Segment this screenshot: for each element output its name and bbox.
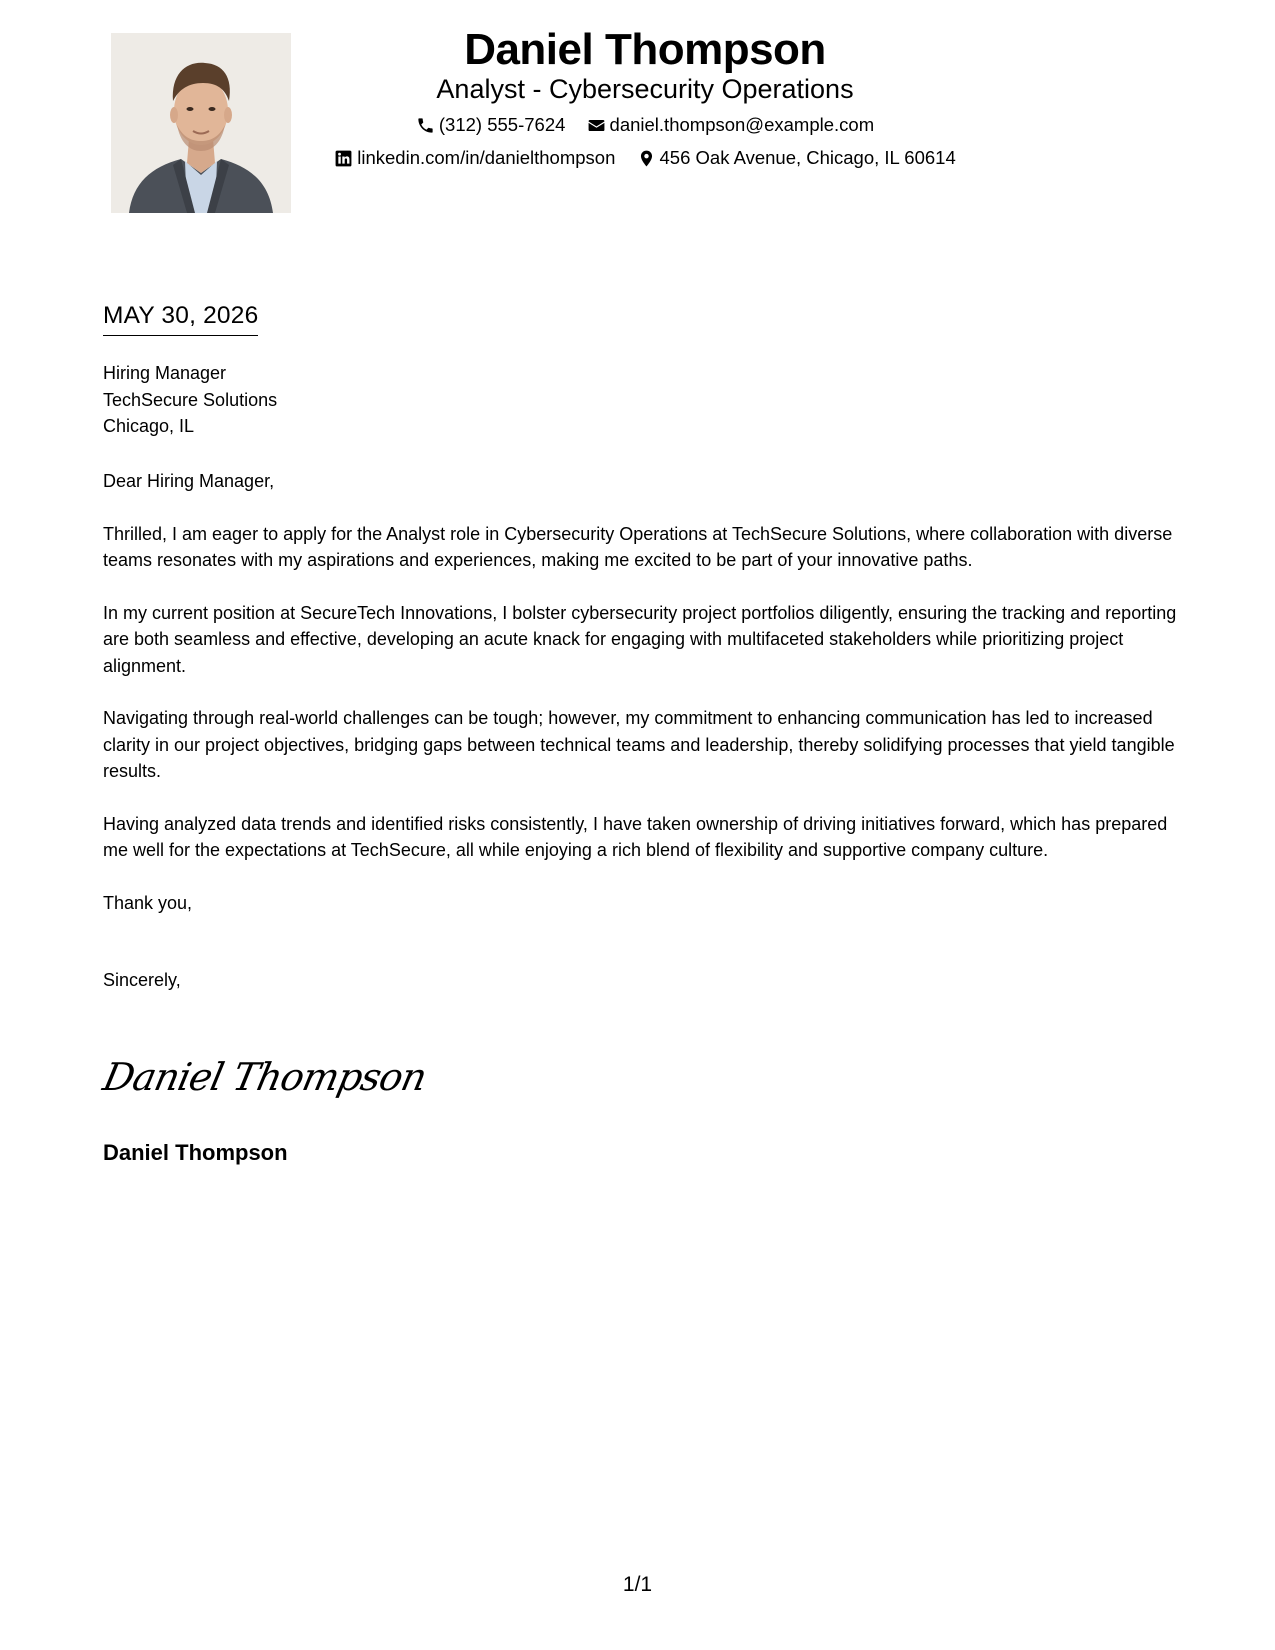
phone-number: (312) 555-7624 [438,114,566,135]
contact-row-2 [0,145,1275,175]
handwritten-signature: Daniel Thompson [99,1055,431,1099]
thanks-line: Thank you, [103,892,193,913]
closing-line: Sincerely, [103,970,181,990]
email-address: daniel.thompson@example.com [609,114,875,135]
envelope-icon [587,116,606,135]
contact-row-1 [0,112,1275,142]
body-paragraph: Thrilled, I am eager to apply for the Analyst role in Cybersecurity Operations at TechSecure Solutions, where collaboration with diverse teams resonates with my aspirations and experiences, making me excited to be part of your innovative paths. [103,523,1173,570]
recipient-location: Chicago, IL [103,416,195,436]
job-title: Analyst - Cybersecurity Operations [436,74,854,104]
address-contact [637,145,956,171]
salutation: Dear Hiring Manager, [103,471,275,491]
linkedin-url: linkedin.com/in/danielthompson [357,147,616,168]
linkedin-icon [334,149,353,168]
body-paragraph: In my current position at SecureTech Innovations, I bolster cybersecurity project portfolios diligently, ensuring the tracking and reporting are both seamless and effective, developing an acute knack for engaging with multifaceted stakeholders while prioritizing project alignment. [103,602,1177,676]
letter-date: MAY 30, 2026 [103,300,258,336]
candidate-name: Daniel Thompson [464,25,826,74]
linkedin-contact[interactable] [334,145,615,171]
email-contact[interactable] [587,112,875,138]
street-address: 456 Oak Avenue, Chicago, IL 60614 [659,147,956,168]
page-number: 1/1 [622,1573,653,1596]
body-paragraph: Navigating through real-world challenges can be tough; however, my commitment to enhancing communication has led to increased clarity in our project objectives, bridging gaps between technical teams and leadership, thereby solidifying processes that yield tangible results. [103,708,1175,781]
recipient-block [103,360,277,440]
signed-name: Daniel Thompson [103,1140,288,1165]
map-marker-icon [637,149,656,168]
recipient-title: Hiring Manager [103,363,227,383]
recipient-company: TechSecure Solutions [103,389,278,410]
phone-icon [416,116,435,135]
phone-contact[interactable] [416,112,566,138]
body-paragraph: Having analyzed data trends and identified risks consistently, I have taken ownership of driving initiatives forward, which has prepared me well for the expectations at TechSecure, all while enjoying a rich blend of flexibility and supportive company culture. [103,813,1168,860]
letter-body [103,468,1183,1020]
